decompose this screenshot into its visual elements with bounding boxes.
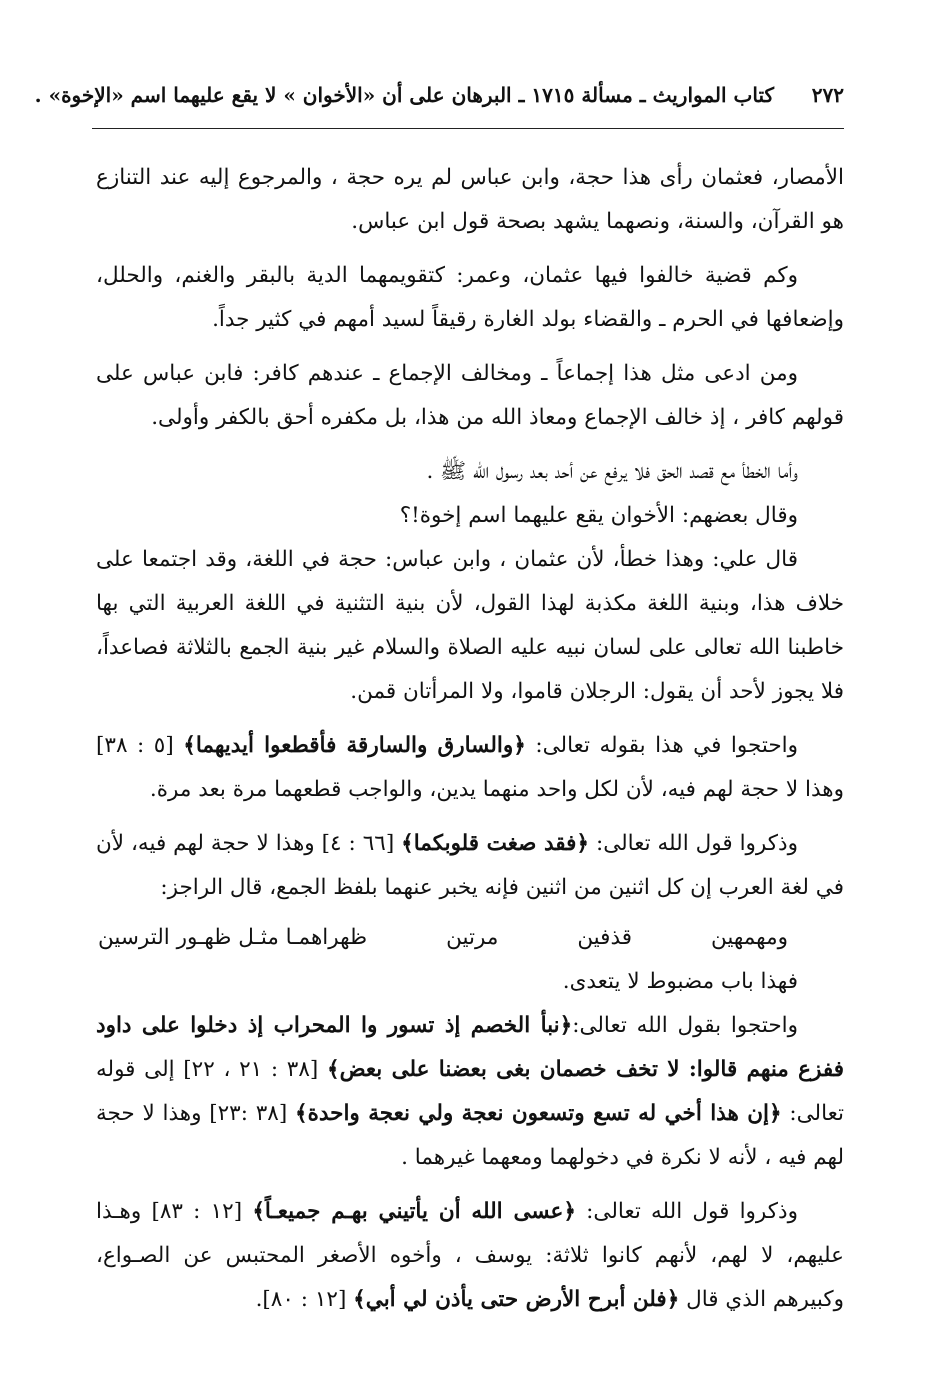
paragraph: الأمصار، فعثمان رأى هذا حجة، وابن عباس لم يره حجة ، والمرجوع إليه عند التنازع هو القرآن، والسنة، ونصهما يشهد بصحة قول ابن عباس. <box>96 165 844 234</box>
quran-quote: ﴿والسارق والسارقة فأقطعوا أيديهما﴾ <box>183 733 526 758</box>
paragraph <box>96 724 844 812</box>
quran-quote: ﴿فلن أبرح الأرض حتى يأذن لي أبي﴾ <box>353 1287 680 1312</box>
paragraph-text: [٣٨ :٢٣] وهذا لا حجة لهم فيه ، لأنه لا نكرة في دخولهما ومعهما غيرهما . <box>96 1101 844 1170</box>
paragraph-text: [١٢ : ٨٣] وهـذا عليهم، لا لهم، لأنهم كانوا ثلاثة: يوسف ، وأخوه الأصغر المحتبس عن الصـواع، وكبيرهم الذي قال <box>96 1199 844 1312</box>
page-number: ٢٧٢ <box>811 83 844 107</box>
paragraph: وأما الخطأ مع قصد الحق فلا يرفع عن أحد بعد رسول الله ﷺ . <box>426 459 798 484</box>
paragraph <box>96 822 844 910</box>
paragraph <box>96 1190 844 1322</box>
running-title: كتاب المواريث ـ مسألة ١٧١٥ ـ البرهان على أن «الأخوان » لا يقع عليهما اسم «الإخوة» . <box>34 83 774 107</box>
paragraph-text: [٥ : ٣٨] وهذا لا حجة لهم فيه، لأن لكل واحد منهما يدين، والواجب قطعهما مرة بعد مرة. <box>96 733 844 802</box>
paragraph: وكم قضية خالفوا فيها عثمان، وعمر: كتقويمهما الدية بالبقر والغنم، والحلل، وإضعافها في الحرم ـ والقضاء بولد الغارة رقيقاً لسيد أمهم في كثير جداً. <box>96 263 844 332</box>
paragraph: وقال بعضهم: الأخوان يقع عليهما اسم إخوة!؟ <box>399 503 798 528</box>
quran-quote: ﴿نبأ الخصم إذ تسور وا المحراب إذ دخلوا على داود ففزع منهم قالوا: لا تخف خصمان بغى بعضنا على بعض﴾ <box>96 1013 844 1082</box>
quran-quote: ﴿إن هذا أخي له تسع وتسعون نعجة ولي نعجة واحدة﴾ <box>295 1101 782 1126</box>
paragraph-text: وذكروا قول الله تعالى: <box>589 831 798 856</box>
header-divider <box>92 128 844 129</box>
paragraph: ومن ادعى مثل هذا إجماعاً ـ ومخالف الإجماع ـ عندهم كافر: فابن عباس على قولهم كافر ، إذ خالف الإجماع ومعاذ الله من هذا، بل مكفره أحق بالكفر وأولى. <box>96 361 844 430</box>
paragraph: قال علي: وهذا خطأ، لأن عثمان ، وابن عباس: حجة في اللغة، وقد اجتمعا على خلاف هذا، وبنية اللغة مكذبة لهذا القول، لأن بنية التثنية في اللغة العربية التي بها خاطبنا الله تعالى على لسان نبيه عليه الصلاة والسلام غير بنية الجمع بالثلاثة فصاعداً، فلا يجوز لأحد أن يقول: الرجلان قاموا، ولا المرأتان قمن. <box>96 547 844 704</box>
paragraph: فهذا باب مضبوط لا يتعدى. <box>562 969 798 994</box>
verse-word: قذفين <box>577 925 633 950</box>
paragraph-text: واحتجوا بقول الله تعالى: <box>572 1013 798 1038</box>
quran-quote: ﴿فقد صغت قلوبكما﴾ <box>401 831 590 856</box>
poetry-verse <box>98 916 788 960</box>
verse-word: ومهمهين <box>710 925 788 950</box>
verse-word: مرتين <box>446 925 499 950</box>
paragraph-text: [٣٨ : ٢١ ، ٢٢] إلى قوله تعالى: <box>96 1057 844 1126</box>
paragraph-text: وذكروا قول الله تعالى: <box>575 1199 798 1224</box>
paragraph-text: واحتجوا في هذا بقوله تعالى: <box>525 733 798 758</box>
paragraph-text: [٦٦ : ٤] وهذا لا حجة لهم فيه، لأن في لغة العرب إن كل اثنين من اثنين فإنه يخبر عنهما بلفظ الجمع، قال الراجز: <box>96 831 844 900</box>
verse-word: ظهراهمـا مثـل ظهـور الترسين <box>98 925 368 950</box>
main-text <box>96 156 844 1332</box>
quran-quote: ﴿عسى الله أن يأتيني بهـم جميعـاً﴾ <box>252 1199 576 1224</box>
paragraph-text: [١٢ : ٨٠]. <box>255 1287 354 1312</box>
paragraph <box>96 1004 844 1180</box>
